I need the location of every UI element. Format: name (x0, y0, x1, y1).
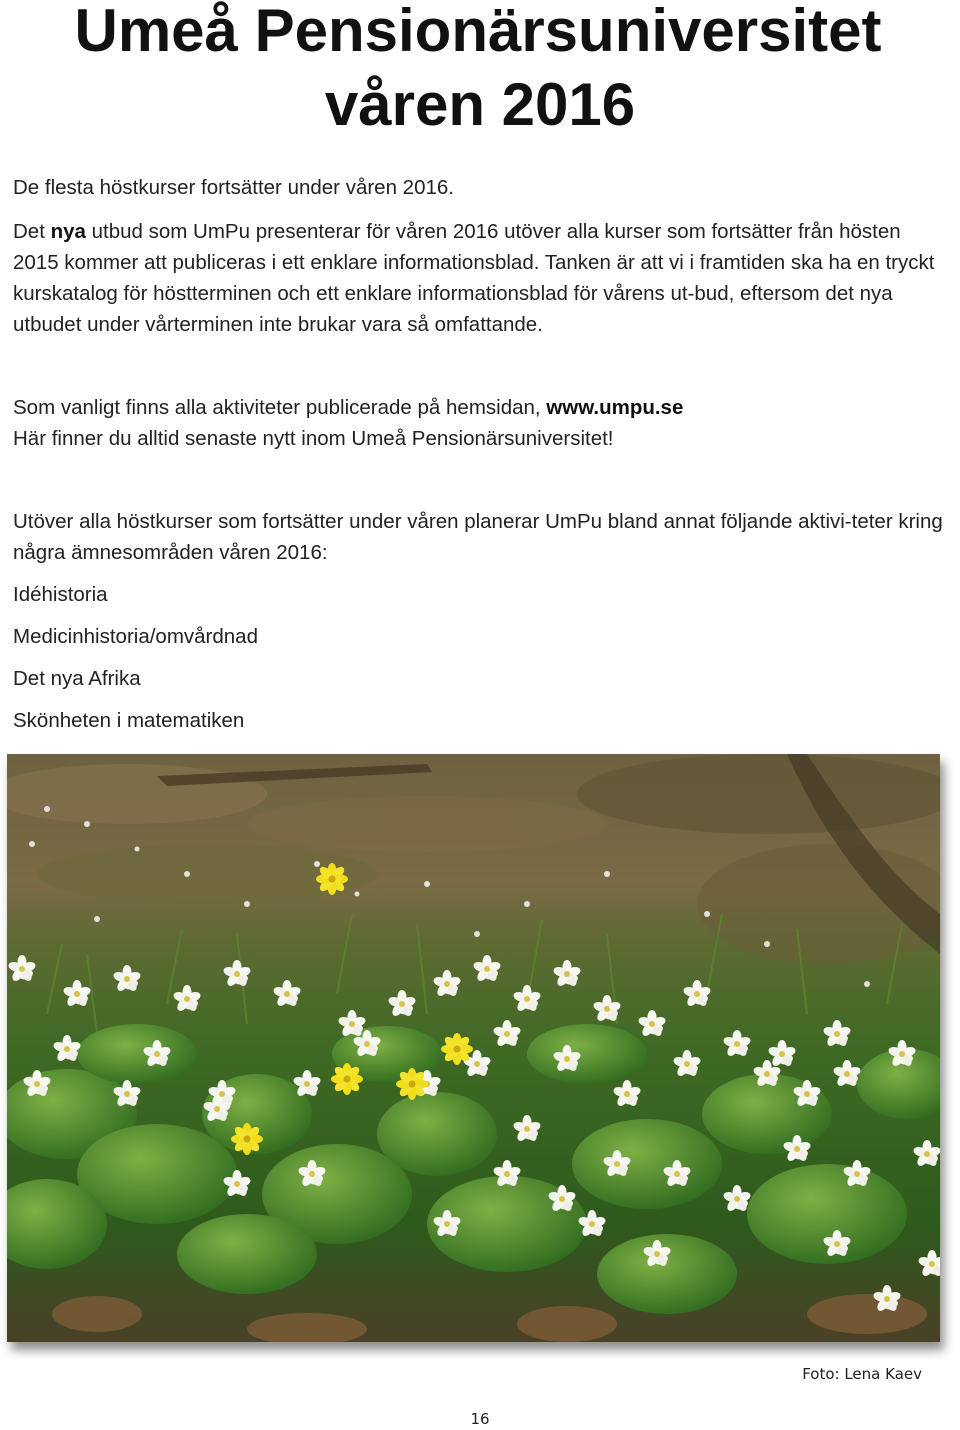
anemone-meadow-illustration (7, 754, 940, 1342)
website-text: Som vanligt finns alla aktiviteter publicerade på hemsidan, (13, 396, 547, 419)
website-link[interactable]: www.umpu.se (546, 396, 684, 419)
website-paragraph (13, 392, 948, 454)
new-offerings-paragraph (13, 216, 948, 340)
website-line-2: Här finner du alltid senaste nytt inom Umeå Pensionärsuniversitet! (13, 427, 614, 450)
topic-item: Skönheten i matematiken (13, 709, 245, 732)
emphasis-nya: nya (50, 220, 86, 243)
flower-photo (7, 754, 940, 1342)
topic-item: Det nya Afrika (13, 667, 141, 690)
topic-item: Medicinhistoria/omvårdnad (13, 625, 258, 648)
paragraph-text-start: Det (13, 220, 51, 243)
page-number: 16 (470, 1410, 490, 1428)
page-title-line-2: våren 2016 (324, 71, 636, 138)
paragraph-text-rest: utbud som UmPu presenterar för våren 2016 utöver alla kurser som fortsätter från hösten 2015 kommer att publiceras i ett enklare informationsblad. Tanken är att vi i framtiden ska ha en tryckt kurskatalog för höstterminen och ett enklare informationsblad för vårens ut-bud, eftersom det nya utbudet under vårterminen inte brukar vara så omfattande. (13, 220, 935, 336)
activities-paragraph: Utöver alla höstkurser som fortsätter under våren planerar UmPu bland annat följande aktivi-teter kring några ämnesområden våren 2016: (13, 510, 943, 564)
intro-text: De flesta höstkurser fortsätter under våren 2016. (13, 176, 454, 199)
photo-credit: Foto: Lena Kaev (802, 1365, 922, 1383)
topic-item: Idéhistoria (13, 583, 108, 606)
page-title-line-1: Umeå Pensionärsuniversitet (74, 0, 882, 64)
